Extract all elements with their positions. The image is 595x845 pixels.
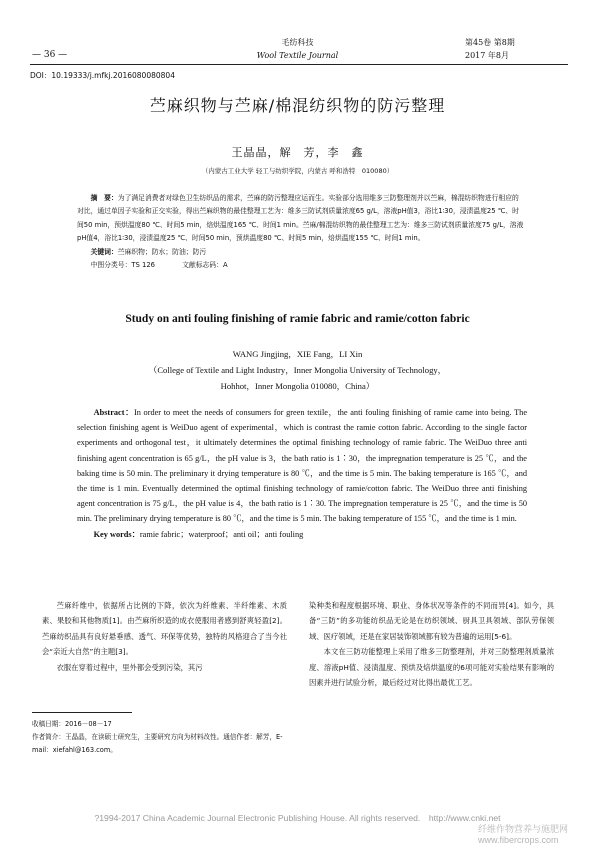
abstract-cn-block [77,192,525,272]
keywords-en-text: ramie fabric；waterproof；anti oil；anti fouling [139,529,304,539]
body-paragraph: 本文在三防功能整理上采用了维多三防整理剂，并对三防整理剂质量浓度、溶液pH值、浸渍温度、预烘及焙烘温度的6项可能对实验结果有影响的因素并进行试验分析，最后经过对比得出最优工艺。 [309,647,554,688]
issue-date: 2017 年8月 [465,51,509,60]
received-date: 收稿日期：2016－08－17 [32,720,112,728]
footnote-rule [32,712,132,713]
watermark: 纤维作物营养与施肥网 www.fibercrops.com [478,824,569,845]
body-paragraph: 衣服在穿着过程中，里外都会受到污染，其污 [56,662,203,672]
journal-name-en: Wool Textile Journal [256,51,339,60]
copyright-notice: ?1994-2017 China Academic Journal Electronic Publishing House. All rights reserved. http://www.cnki.net [94,813,501,823]
keywords-cn-label: 关键词： [90,247,118,256]
keywords-en-label: Key words： [93,529,140,539]
abstract-en [77,405,527,527]
page-number: — 36 — [32,50,68,60]
body-column-right [309,598,554,690]
affiliation-en-line1: （College of Textile and Light Industry，Inner Mongolia University of Technology， [148,365,447,375]
doi: DOI：10.19333/j.mfkj.2016080080804 [30,71,175,80]
title-cn: 苎麻织物与苎麻/棉混纺织物的防污整理 [149,96,446,115]
issue-info [465,36,575,62]
abstract-en-text: In order to meet the needs of consumers for green textile，the anti fouling finishing of ramie came into being. The selection finishing agent is WeiDuo agent of experimental，which is contrast the ramie cotton fabric. According to the single factor experiments and orthogonal test，it ultimately determines the optimal finishing technology of ramie fabric. The WeiDuo three anti finishing agent concentration is 65 g/L，the pH value is 3，the bath ratio is 1∶30，the impregnation temperature is 25 ℃，and the baking time is 50 min. The preliminary it drying temperature is 80 ℃，and the time is 5 min. The baking temperature is 165 ℃，and the time is 1 min. Eventually determined the optimal finishing technology of ramie/cotton fabric. The WeiDuo three anti finishing agent concentration is 75 g/L，the pH value is 4，the bath ratio is 1∶30. The impregnation temperature is 25 ℃，and the time is 50 min. The preliminary drying temperature is 80 ℃，and the time is 5 min. The baking temperature of 155 ℃，and the time is 1 min. [77,408,528,524]
body-column-left [42,598,287,675]
footnotes [32,718,292,757]
keywords-en [77,527,527,542]
issue-volume: 第45卷 第8期 [465,38,515,47]
abstract-cn-text: 为了满足消费者对绿色卫生纺织品的需求，苎麻的防污整理应运而生。实验部分选用维多三防整理剂并以苎麻，棉混纺织物进行相应的对比，通过单因子实验和正交实验，得出苎麻织物的最佳整理工艺为：维多三防试剂质量浓度65 g/L，溶液pH值3，浴比1∶30，浸渍温度25 ℃、时间50 min，预烘温度80 ℃、时间5 min，焙烘温度165 ℃、时间1 min。苎麻/棉混纺织物的最佳整理工艺为：维多三防试剂质量浓度75 g/L，溶液pH值4，浴比1∶30，浸渍温度25 ℃、时间50 min，预烘温度80 ℃、时间5 min，焙烘温度155 ℃、时间1 min。 [77,194,524,243]
author-intro: 作者简介：王晶晶，在读硕士研究生，主要研究方向为材料改性。通信作者：解芳，E-mail：xiefahl@163.com。 [32,733,283,754]
abstract-cn-label: 摘 要： [90,194,118,202]
abstract-en-block [77,405,527,542]
authors-cn: 王晶晶，解 芳，李 鑫 [231,146,364,159]
classification: 中图分类号：TS 126 文献标志码：A [90,261,228,270]
body-paragraph: 染种类和程度根据环境、职业、身体状况等条件的不同而异[4]。如今，具备“三防”的多功能纺织品无论是在纺织领域、厨具卫具领域、部队劳保领域、医疗领域，还是在家居装饰领域都有较为普遍的运用[5-6]。 [309,601,554,641]
abstract-en-label: Abstract： [93,408,134,417]
affiliation-cn: （内蒙古工业大学 轻工与纺织学院，内蒙古 呼和浩特 010080） [201,167,394,175]
affiliation-en [0,362,595,394]
header-rule [30,64,568,65]
keywords-cn-text: 苎麻织物；防水；防油；防污 [117,247,207,256]
title-en: Study on anti fouling finishing of ramie fabric and ramie/cotton fabric [125,313,470,325]
body-paragraph: 苎麻纤维中，依据所占比例的下降，依次为纤维素、半纤维素、木质素、果胶和其他物质[1]。由苎麻所织造的成衣使服用者感到舒爽轻盈[2]。苎麻纺织品具有良好悬垂感、透气、环保等优势，独特的风格迎合了当今社会“亲近大自然”的主题[3]。 [42,601,287,657]
affiliation-en-line2: Hohhot，Inner Mongolia 010080，China） [220,381,375,391]
keywords-cn [77,246,525,259]
abstract-cn [77,192,525,246]
authors-en: WANG Jingjing，XIE Fang，LI Xin [232,349,363,359]
journal-name-cn: 毛纺科技 [281,38,314,47]
